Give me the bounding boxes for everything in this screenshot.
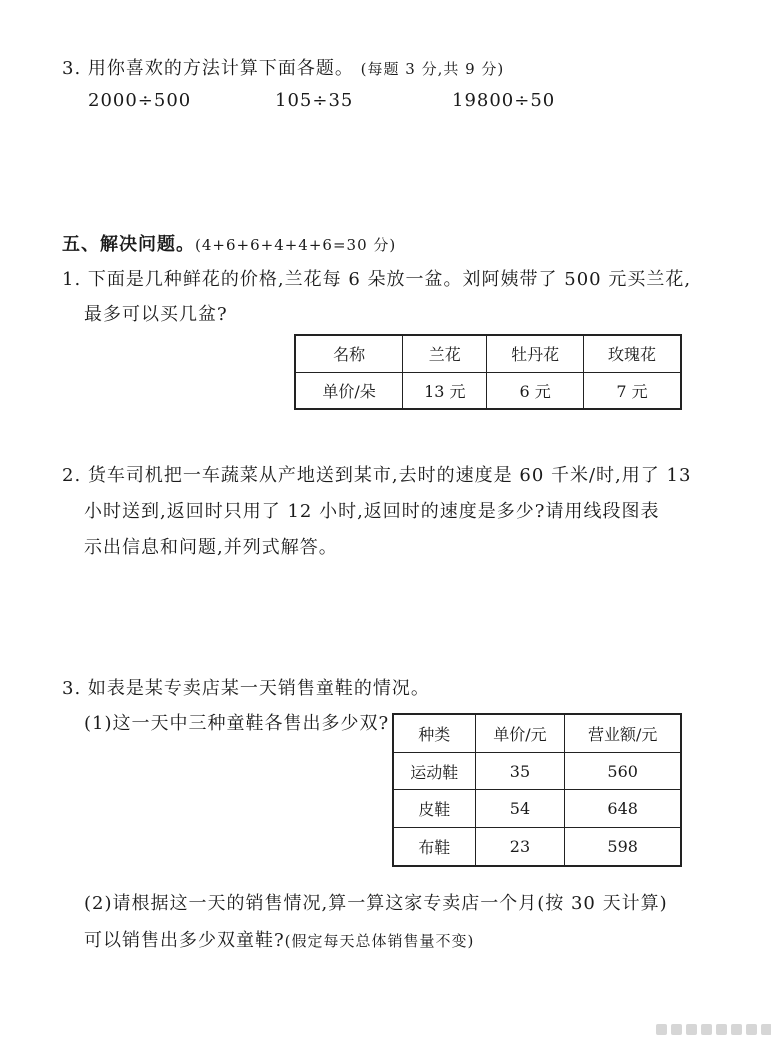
question-number: 3. (62, 58, 82, 79)
table-cell: 6 元 (487, 372, 584, 409)
table-header: 玫瑰花 (583, 335, 681, 372)
q3-sub2-text: 可以销售出多少双童鞋? (84, 930, 285, 951)
q3-number: 3. (62, 678, 82, 699)
question-score: (每题 3 分,共 9 分) (360, 60, 505, 78)
q3-intro (62, 674, 430, 700)
q1-line1 (62, 265, 691, 291)
table-cell: 13 元 (403, 372, 487, 409)
table-cell: 35 (475, 752, 565, 790)
table-header: 兰花 (403, 335, 487, 372)
q2-text-line1: 货车司机把一车蔬菜从产地送到某市,去时的速度是 60 千米/时,用了 13 (87, 465, 692, 486)
table-row (393, 714, 681, 752)
table-cell: 54 (475, 790, 565, 828)
table-header: 营业额/元 (565, 714, 681, 752)
table-cell: 648 (565, 790, 681, 828)
table-cell: 运动鞋 (393, 752, 475, 790)
q2-line1 (62, 461, 691, 487)
q1-number: 1. (62, 269, 82, 290)
q2-number: 2. (62, 465, 82, 486)
q3-intro-text: 如表是某专卖店某一天销售童鞋的情况。 (87, 678, 430, 699)
table-cell: 23 (475, 828, 565, 866)
section-five-header (62, 230, 396, 256)
section-score: (4+6+6+4+4+6=30 分) (195, 236, 397, 254)
q2-text-line3: 示出信息和问题,并列式解答。 (84, 537, 338, 558)
calc-item-3: 19800÷50 (452, 90, 556, 111)
table-row (295, 372, 681, 409)
flower-price-table (294, 334, 682, 410)
table-cell: 598 (565, 828, 681, 866)
table-row (393, 790, 681, 828)
shoe-sales-table (392, 713, 682, 867)
table-header: 单价/元 (475, 714, 565, 752)
q3-sub2-line1: (2)请根据这一天的销售情况,算一算这家专卖店一个月(按 30 天计算) (84, 893, 668, 914)
question-4-3 (62, 54, 504, 80)
q1-text-line2: 最多可以买几盆? (84, 304, 228, 325)
table-header: 种类 (393, 714, 475, 752)
calc-item-1: 2000÷500 (88, 90, 192, 111)
table-cell: 皮鞋 (393, 790, 475, 828)
q3-sub1: (1)这一天中三种童鞋各售出多少双? (84, 713, 390, 734)
question-text: 用你喜欢的方法计算下面各题。 (87, 58, 354, 79)
section-title: 五、解决问题。 (62, 234, 195, 255)
watermark-graphic (656, 1024, 771, 1035)
table-cell: 560 (565, 752, 681, 790)
q1-text-line1: 下面是几种鲜花的价格,兰花每 6 朵放一盆。刘阿姨带了 500 元买兰花, (87, 269, 692, 290)
table-row (295, 335, 681, 372)
q3-sub2-line2 (84, 926, 474, 952)
table-cell: 布鞋 (393, 828, 475, 866)
q2-text-line2: 小时送到,返回时只用了 12 小时,返回时的速度是多少?请用线段图表 (84, 501, 660, 522)
table-cell: 7 元 (583, 372, 681, 409)
table-header: 牡丹花 (487, 335, 584, 372)
table-cell: 单价/朵 (295, 372, 403, 409)
table-row (393, 752, 681, 790)
table-header: 名称 (295, 335, 403, 372)
calc-item-2: 105÷35 (275, 90, 354, 111)
q3-sub2-note: (假定每天总体销售量不变) (284, 932, 475, 950)
table-row (393, 828, 681, 866)
